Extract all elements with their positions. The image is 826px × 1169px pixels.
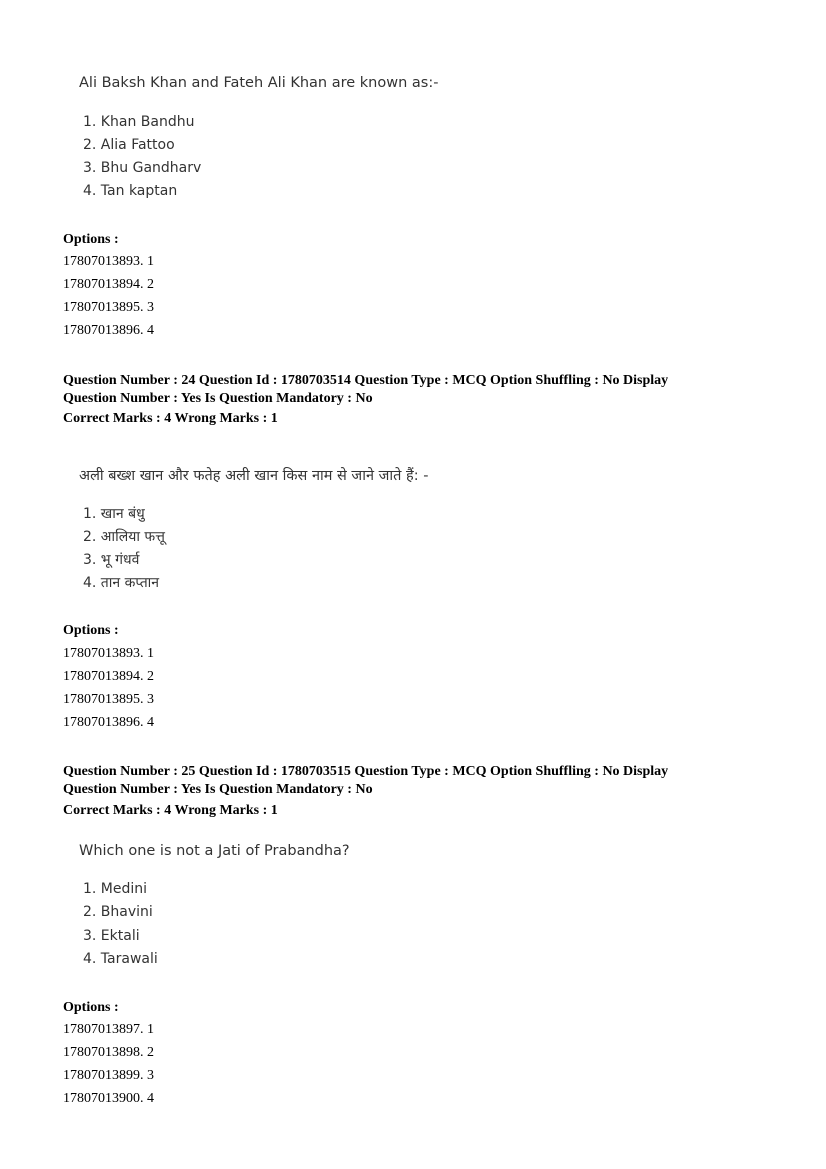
question-stem: अली बख्श खान और फतेह अली खान किस नाम से जाने जाते हैं: - [79,468,429,484]
choice-4: 4. Tarawali [83,951,158,967]
option-id-4: 17807013896. 4 [63,715,154,730]
option-id-2: 17807013894. 2 [63,669,154,684]
options-label: Options : [63,1000,119,1015]
option-id-3: 17807013899. 3 [63,1068,154,1083]
choice-2: 2. Bhavini [83,904,153,920]
question-stem: Which one is not a Jati of Prabandha? [79,843,350,859]
option-id-4: 17807013900. 4 [63,1091,154,1106]
options-label: Options : [63,232,119,247]
option-id-3: 17807013895. 3 [63,300,154,315]
option-id-1: 17807013893. 1 [63,254,154,269]
options-label: Options : [63,623,119,638]
choice-1: 1. Medini [83,881,148,897]
choice-4: 4. तान कप्तान [83,575,160,591]
question-meta-line1: Question Number : 24 Question Id : 1780703514 Question Type : MCQ Option Shuffling : No Display [63,373,669,388]
choice-2: 2. Alia Fattoo [83,137,175,153]
question-meta-line1: Question Number : 25 Question Id : 1780703515 Question Type : MCQ Option Shuffling : No Display [63,764,669,779]
question-stem: Ali Baksh Khan and Fateh Ali Khan are known as:- [79,75,439,91]
choice-1: 1. खान बंधु [83,506,145,522]
choice-4: 4. Tan kaptan [83,183,178,199]
option-id-4: 17807013896. 4 [63,323,154,338]
option-id-3: 17807013895. 3 [63,692,154,707]
option-id-1: 17807013897. 1 [63,1022,154,1037]
question-meta-line3: Correct Marks : 4 Wrong Marks : 1 [63,803,278,818]
choice-3: 3. भू गंधर्व [83,552,140,568]
choice-3: 3. Ektali [83,928,140,944]
choice-1: 1. Khan Bandhu [83,114,195,130]
question-meta-line3: Correct Marks : 4 Wrong Marks : 1 [63,411,278,426]
option-id-2: 17807013894. 2 [63,277,154,292]
question-meta-line2: Question Number : Yes Is Question Mandatory : No [63,391,373,406]
question-meta-line2: Question Number : Yes Is Question Mandatory : No [63,782,373,797]
option-id-1: 17807013893. 1 [63,646,154,661]
choice-2: 2. आलिया फत्तू [83,529,165,545]
choice-3: 3. Bhu Gandharv [83,160,202,176]
option-id-2: 17807013898. 2 [63,1045,154,1060]
